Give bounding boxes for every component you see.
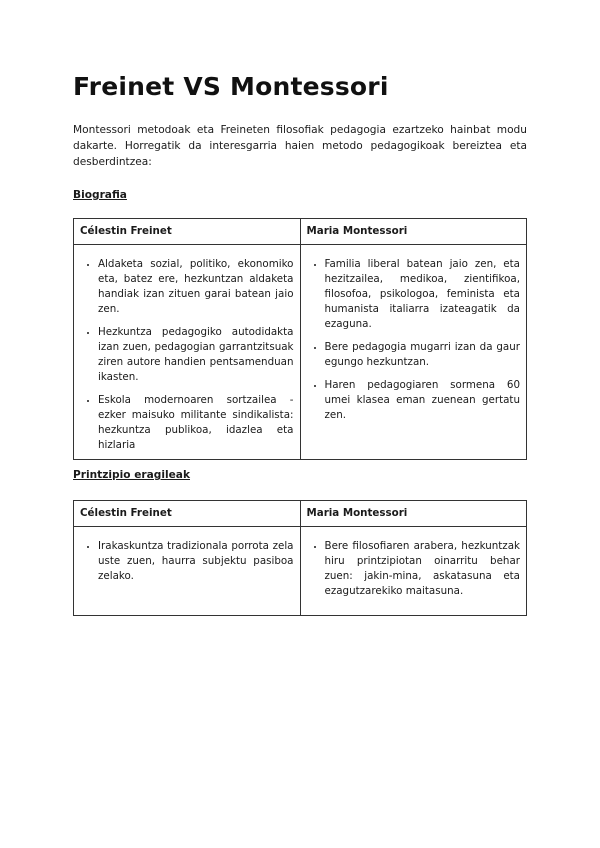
biografia-table bbox=[73, 218, 527, 460]
list-item: • Irakaskuntza tradizionala porrota zela uste zuen, haurra subjektu pasiboa zelako. bbox=[98, 539, 294, 584]
header-montessori: Maria Montessori bbox=[300, 219, 527, 245]
montessori-cell bbox=[300, 245, 527, 460]
table-header-row bbox=[74, 219, 527, 245]
table-header-row bbox=[74, 501, 527, 527]
table-row bbox=[74, 245, 527, 460]
header-freinet: Célestin Freinet bbox=[74, 501, 301, 527]
intro-paragraph: Montessori metodoak eta Freineten filosofiak pedagogia ezartzeko hainbat modu dakarte. Horregatik da interesgarria haien metodo pedagogikoak bereiztea eta desberdintzea: bbox=[73, 124, 527, 168]
list-item: • Bere pedagogia mugarri izan da gaur egungo hezkuntzan. bbox=[325, 340, 521, 370]
header-freinet: Célestin Freinet bbox=[74, 219, 301, 245]
page-title: Freinet VS Montessori bbox=[73, 72, 389, 101]
section-heading-biografia: Biografia bbox=[73, 189, 127, 201]
table-row bbox=[74, 527, 527, 616]
freinet-cell bbox=[74, 245, 301, 460]
printzipio-table bbox=[73, 500, 527, 616]
header-montessori: Maria Montessori bbox=[300, 501, 527, 527]
freinet-cell bbox=[74, 527, 301, 616]
list-item: • Familia liberal batean jaio zen, eta hezitzailea, medikoa, zientifikoa, filosofoa, psikologoa, feminista eta humanista italiarra izateagatik da ezaguna. bbox=[325, 257, 521, 332]
list-item: • Eskola modernoaren sortzailea - ezker maisuko militante sindikalista: hezkuntza publikoa, idazlea eta hizlaria bbox=[98, 393, 294, 453]
list-item: • Hezkuntza pedagogiko autodidakta izan zuen, pedagogian garrantzitsuak ziren autore handien pentsamenduan ikasten. bbox=[98, 325, 294, 385]
list-item: • Bere filosofiaren arabera, hezkuntzak hiru printzipiotan oinarritu behar zuen: jakin-mina, askatasuna eta ezagutzarekiko maitasuna. bbox=[325, 539, 521, 599]
section-heading-printzipio: Printzipio eragileak bbox=[73, 469, 190, 481]
list-item: • Aldaketa sozial, politiko, ekonomiko eta, batez ere, hezkuntzan aldaketa handiak izan zituen garai batean jaio zen. bbox=[98, 257, 294, 317]
list-item: • Haren pedagogiaren sormena 60 umei klasea eman zuenean gertatu zen. bbox=[325, 378, 521, 423]
montessori-cell bbox=[300, 527, 527, 616]
